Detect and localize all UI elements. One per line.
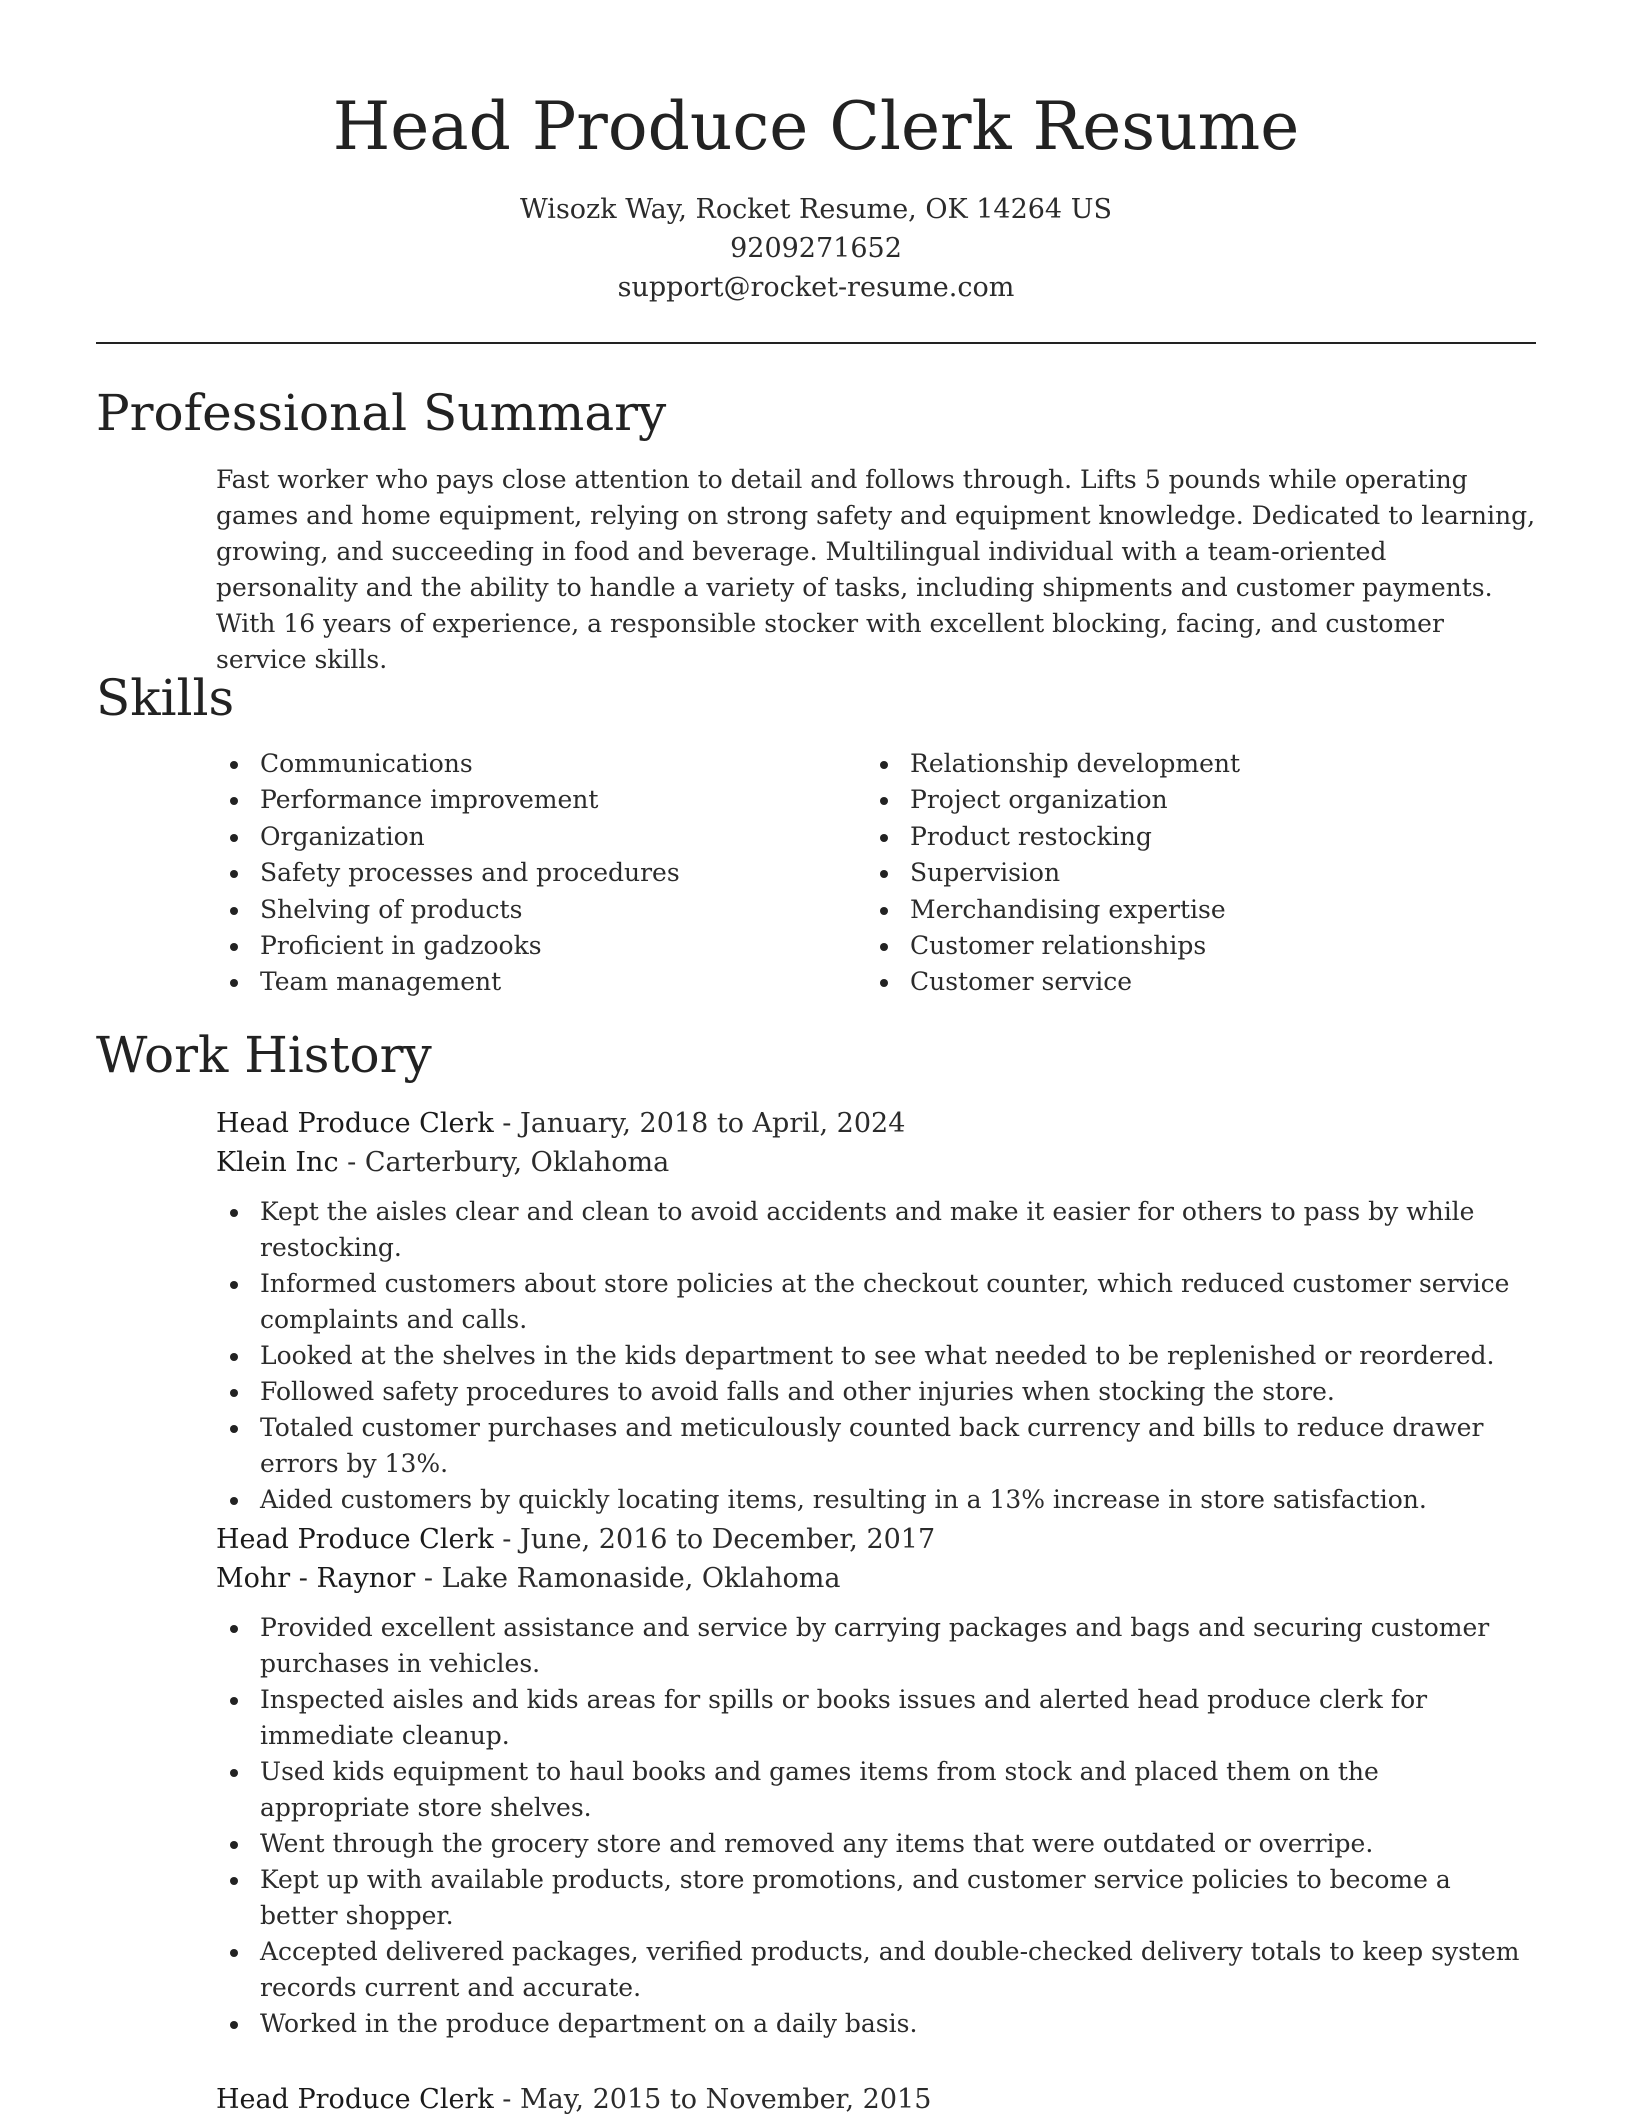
skill-item: Supervision xyxy=(910,855,1550,891)
skills-column-right xyxy=(866,746,1550,1001)
job-duty: Inspected aisles and kids areas for spills or books issues and alerted head produce clerk for immediate cleanup. xyxy=(260,1682,1536,1754)
contact-address: Wisozk Way, Rocket Resume, OK 14264 US xyxy=(520,194,1112,225)
job-duty: Aided customers by quickly locating items, resulting in a 13% increase in store satisfaction. xyxy=(260,1482,1536,1518)
job-duty: Went through the grocery store and removed any items that were outdated or overripe. xyxy=(260,1826,1536,1862)
job-entry xyxy=(216,1520,1536,2042)
separator: - xyxy=(493,2084,521,2115)
work-history-heading: Work History xyxy=(96,1026,432,1084)
job-entry xyxy=(216,2080,1536,2119)
job-title-line xyxy=(216,2080,1536,2119)
job-duty: Looked at the shelves in the kids department to see what needed to be replenished or reordered. xyxy=(260,1338,1536,1374)
header-divider xyxy=(96,342,1536,344)
skill-item: Communications xyxy=(260,746,900,782)
job-duty: Followed safety procedures to avoid falls and other injuries when stocking the store. xyxy=(260,1374,1536,1410)
job-duty: Provided excellent assistance and service by carrying packages and bags and securing customer purchases in vehicles. xyxy=(260,1610,1536,1682)
job-title: Head Produce Clerk xyxy=(216,1108,494,1139)
skill-item: Shelving of products xyxy=(260,892,900,928)
job-duty: Worked in the produce department on a daily basis. xyxy=(260,2006,1536,2042)
job-company-line xyxy=(216,1559,1536,1598)
separator: - xyxy=(493,1524,521,1555)
job-dates: January, 2018 to April, 2024 xyxy=(520,1108,906,1139)
job-title: Head Produce Clerk xyxy=(216,2084,494,2115)
job-title: Head Produce Clerk xyxy=(216,1524,494,1555)
contact-info xyxy=(0,190,1632,307)
skill-item: Project organization xyxy=(910,782,1550,818)
summary-text: Fast worker who pays close attention to detail and follows through. Lifts 5 pounds while operating games and home equipment, relying on strong safety and equipment knowledge. Dedicated to learning, growing, and succeeding in food and beverage. Multilingual individual with a team-oriented personality and the ability to handle a variety of tasks, including shipments and customer payments. With 16 years of experience, a responsible stocker with excellent blocking, facing, and customer service skills. xyxy=(216,465,1536,674)
skills-column-left xyxy=(216,746,900,1001)
job-duty: Used kids equipment to haul books and games items from stock and placed them on the appropriate store shelves. xyxy=(260,1754,1536,1826)
summary-heading: Professional Summary xyxy=(96,384,667,442)
job-duty: Accepted delivered packages, verified products, and double-checked delivery totals to keep system records current and accurate. xyxy=(260,1934,1536,2006)
job-duty: Informed customers about store policies at the checkout counter, which reduced customer service complaints and calls. xyxy=(260,1266,1536,1338)
job-company: Klein Inc xyxy=(216,1147,339,1178)
resume-title: Head Produce Clerk Resume xyxy=(332,88,1300,165)
job-duty: Kept the aisles clear and clean to avoid accidents and make it easier for others to pass by while restocking. xyxy=(260,1194,1536,1266)
job-title-line xyxy=(216,1520,1536,1559)
job-duty: Kept up with available products, store promotions, and customer service policies to become a better shopper. xyxy=(260,1862,1536,1934)
skill-item: Proficient in gadzooks xyxy=(260,928,900,964)
contact-phone: 9209271652 xyxy=(730,233,902,264)
skill-item: Customer relationships xyxy=(910,928,1550,964)
job-location: Carterbury, Oklahoma xyxy=(364,1147,670,1178)
job-duties xyxy=(216,1610,1536,2042)
job-duties xyxy=(216,1194,1536,1518)
job-location: Lake Ramonaside, Oklahoma xyxy=(441,1563,841,1594)
skill-item: Team management xyxy=(260,964,900,1000)
separator: - xyxy=(338,1147,365,1178)
skill-item: Customer service xyxy=(910,964,1550,1000)
separator: - xyxy=(415,1563,442,1594)
skill-item: Organization xyxy=(260,819,900,855)
skill-item: Product restocking xyxy=(910,819,1550,855)
skill-item: Relationship development xyxy=(910,746,1550,782)
skill-item: Safety processes and procedures xyxy=(260,855,900,891)
job-company: Mohr - Raynor xyxy=(216,1563,416,1594)
separator: - xyxy=(493,1108,521,1139)
job-dates: June, 2016 to December, 2017 xyxy=(520,1524,936,1555)
skill-item: Performance improvement xyxy=(260,782,900,818)
resume-header xyxy=(0,82,1632,307)
skill-item: Merchandising expertise xyxy=(910,892,1550,928)
job-title-line xyxy=(216,1104,1536,1143)
skills-heading: Skills xyxy=(96,669,235,727)
job-duty: Totaled customer purchases and meticulously counted back currency and bills to reduce drawer errors by 13%. xyxy=(260,1410,1536,1482)
contact-email: support@rocket-resume.com xyxy=(617,272,1015,303)
job-dates: May, 2015 to November, 2015 xyxy=(520,2084,932,2115)
job-entry xyxy=(216,1104,1536,1518)
job-company-line xyxy=(216,1143,1536,1182)
